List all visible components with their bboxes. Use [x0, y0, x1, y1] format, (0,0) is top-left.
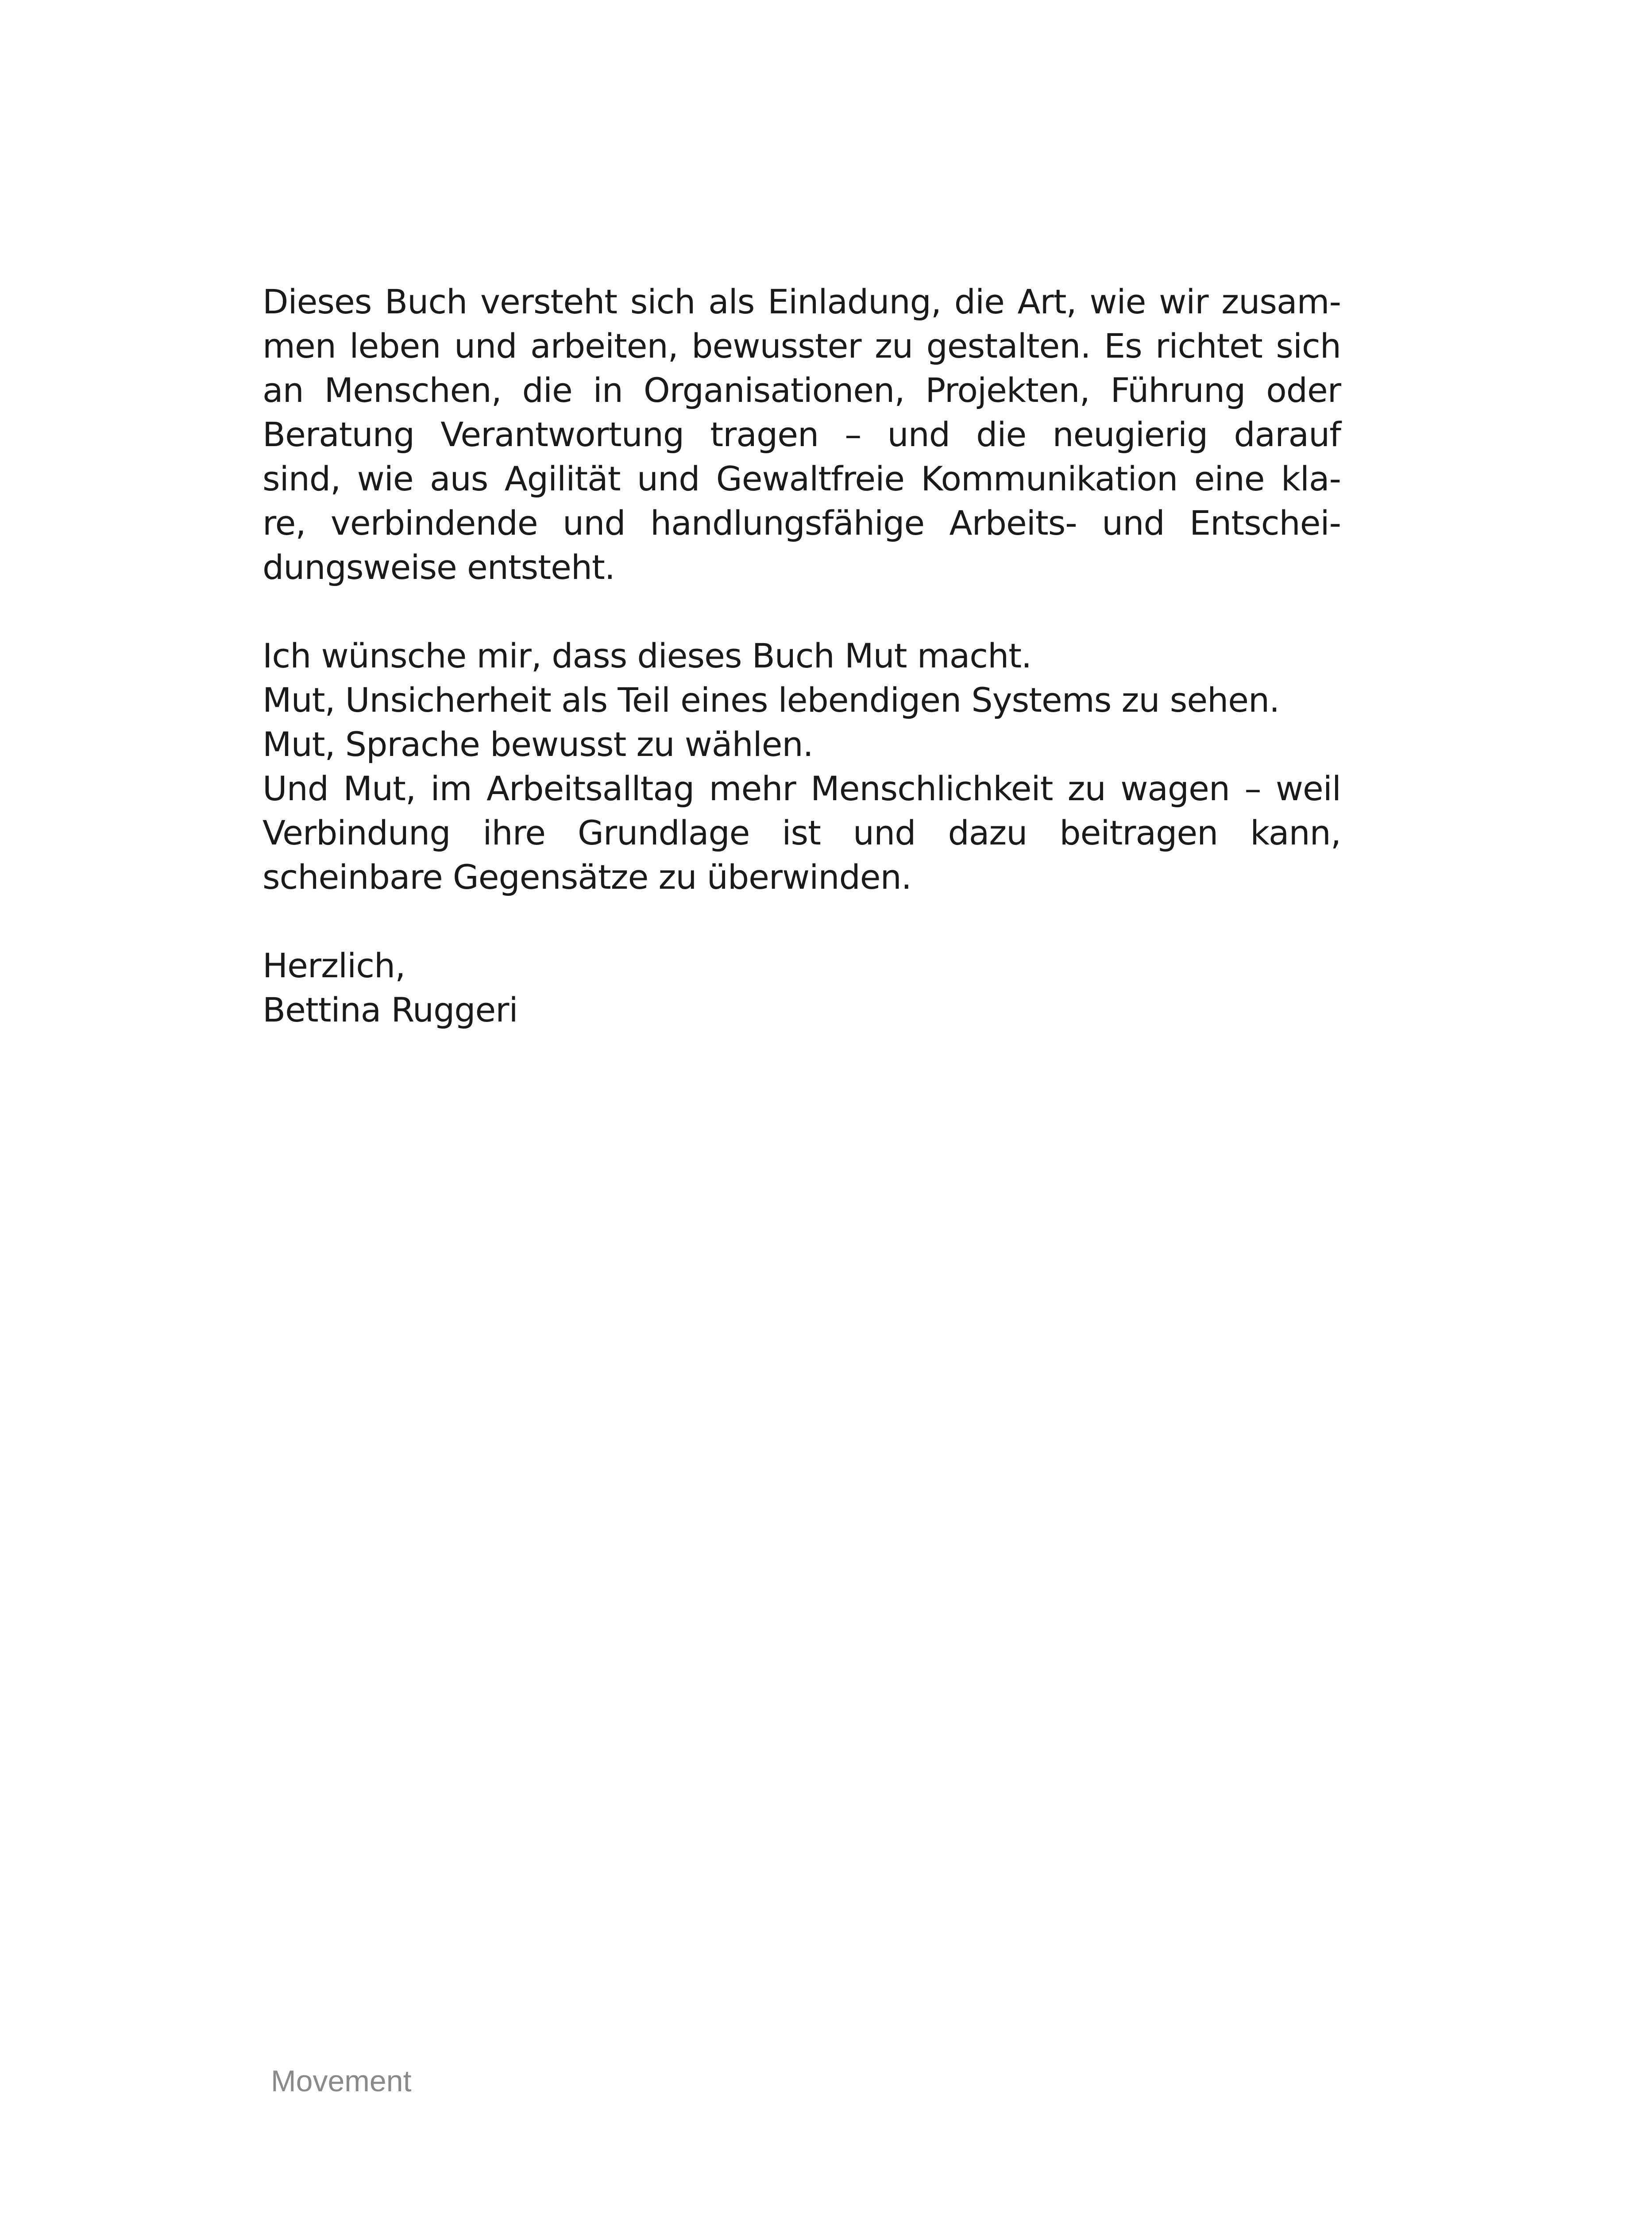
text-line: sind, wie aus Agilität und Gewaltfreie Kommunikation eine kla- — [262, 459, 1341, 498]
text-line: re, verbindende und handlungsfähige Arbeits- und Entschei- — [262, 503, 1341, 543]
text-line: Ich wünsche mir, dass dieses Buch Mut macht. — [262, 636, 1032, 675]
text-line: Dieses Buch versteht sich als Einladung, die Art, wie wir zusam- — [262, 282, 1341, 321]
text-line: an Menschen, die in Organisationen, Projekten, Führung oder — [262, 370, 1341, 410]
text-line: men leben und arbeiten, bewusster zu gestalten. Es richtet sich — [262, 326, 1341, 366]
signature-block — [262, 944, 1341, 1032]
text-line: Beratung Verantwortung tragen – und die neugierig darauf — [262, 415, 1341, 454]
body-text — [262, 280, 1341, 1032]
text-line: Mut, Unsicherheit als Teil eines lebendigen Systems zu sehen. — [262, 680, 1280, 720]
text-line: Mut, Sprache bewusst zu wählen. — [262, 725, 813, 764]
text-line: dungsweise entsteht. — [262, 547, 615, 587]
footer-label: Movement — [271, 2064, 412, 2098]
intro-paragraph — [262, 280, 1341, 590]
text-line: Und Mut, im Arbeitsalltag mehr Menschlichkeit zu wagen – weil — [262, 769, 1341, 808]
text-line: scheinbare Gegensätze zu überwinden. — [262, 857, 911, 897]
text-line: Verbindung ihre Grundlage ist und dazu beitragen kann, — [262, 813, 1341, 852]
wish-paragraph — [262, 634, 1341, 899]
author-name: Bettina Ruggeri — [262, 990, 518, 1029]
closing-greeting: Herzlich, — [262, 946, 405, 985]
